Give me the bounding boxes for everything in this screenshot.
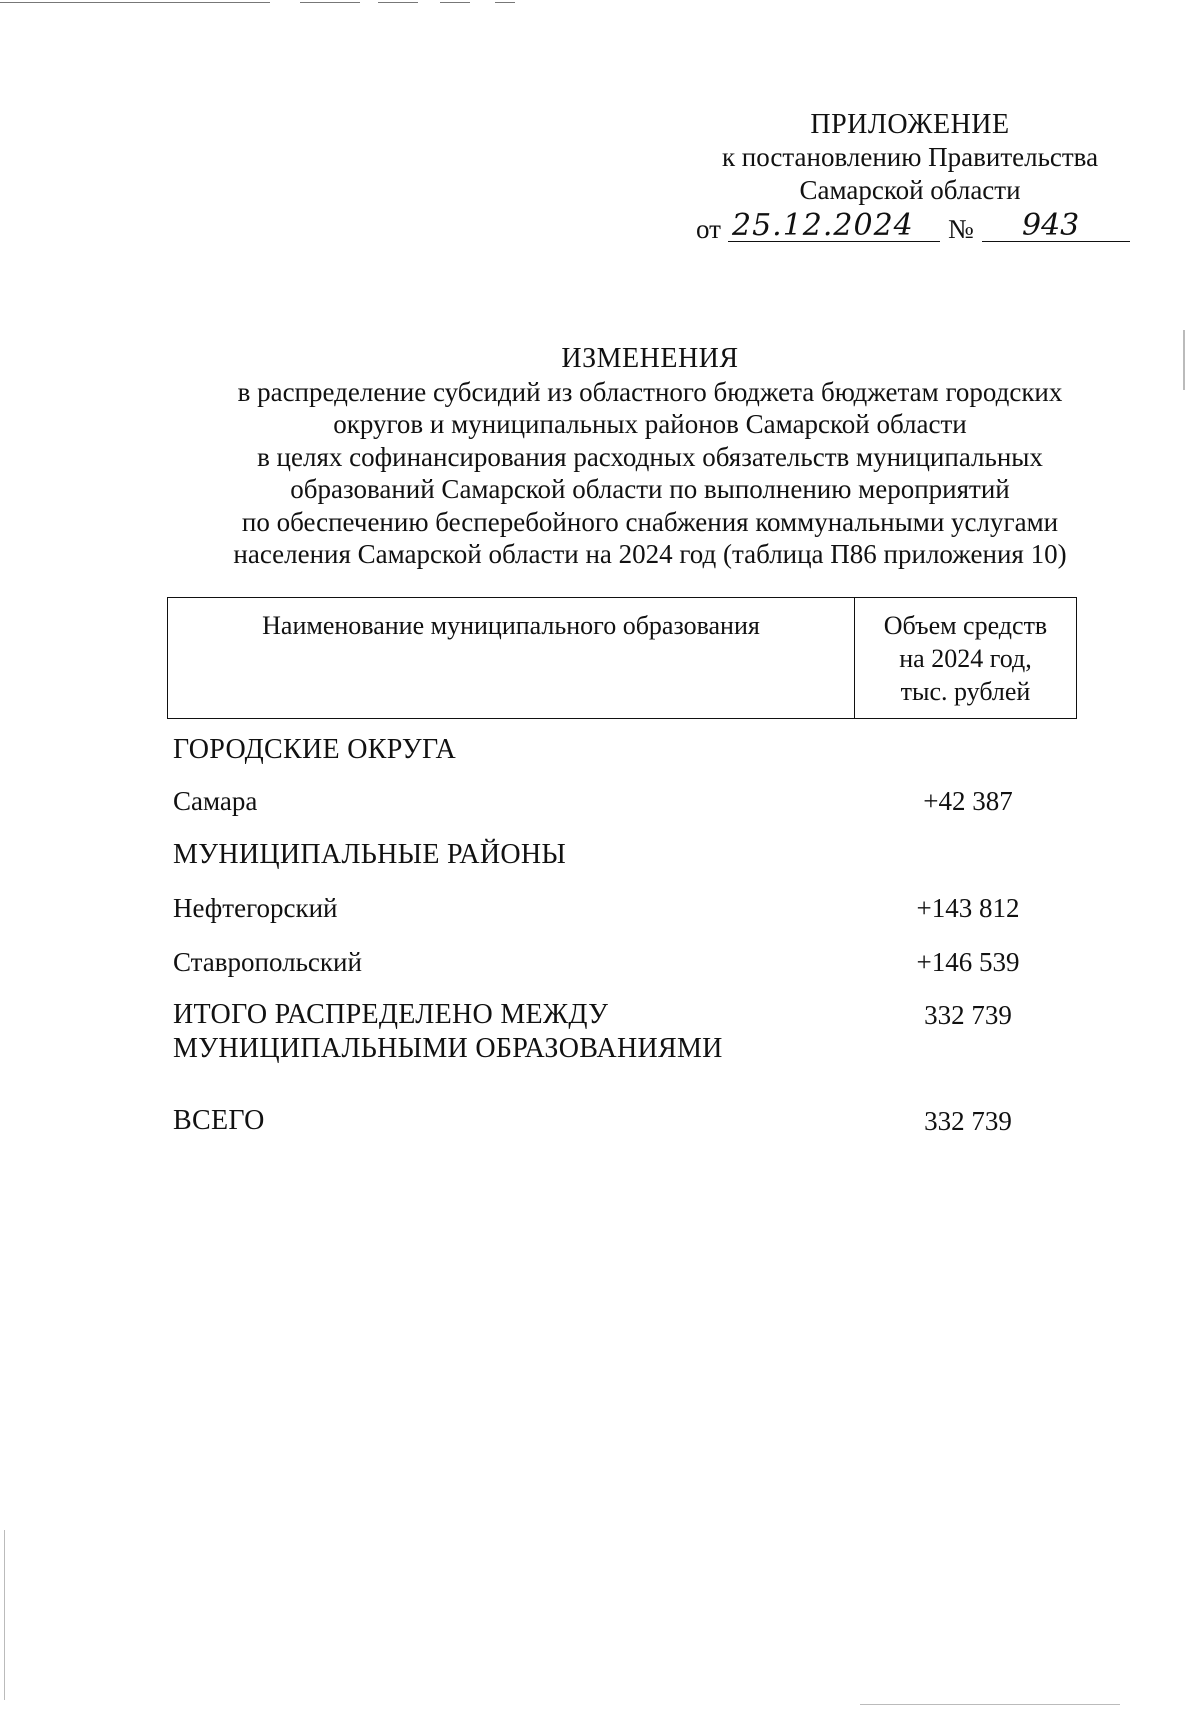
row-name: Нефтегорский [173, 893, 338, 923]
appendix-title: ПРИЛОЖЕНИЕ [810, 109, 1010, 140]
title-line: населения Самарской области на 2024 год (таблица П86 приложения 10) [233, 539, 1067, 569]
title-line: в распределение субсидий из областного бюджета бюджетам городских [237, 376, 1063, 407]
row-name [173, 998, 853, 1066]
resolution-date-number [696, 208, 1130, 250]
table-header [167, 597, 1077, 719]
scan-mark [1183, 330, 1185, 390]
column-header-value-line: на 2024 год, [899, 644, 1032, 673]
row-name-line: ИТОГО РАСПРЕДЕЛЕНО МЕЖДУ [173, 999, 609, 1030]
title-heading: ИЗМЕНЕНИЯ [561, 343, 739, 374]
row-value: 332 739 [924, 1106, 1012, 1136]
scan-mark [860, 1704, 1120, 1705]
row-value: +143 812 [916, 893, 1020, 923]
row-value: 332 739 [924, 1000, 1012, 1030]
title-line: по обеспечению бесперебойного снабжения коммунальными услугами [241, 506, 1059, 537]
handwritten-date: 25.12.2024 [728, 208, 940, 242]
row-name: Ставропольский [173, 947, 362, 977]
row-name-line: МУНИЦИПАЛЬНЫМИ ОБРАЗОВАНИЯМИ [173, 1033, 723, 1064]
scan-mark [4, 1530, 5, 1700]
row-value: +42 387 [923, 786, 1013, 816]
column-header-value-line: Объем средств [883, 611, 1048, 640]
number-prefix: № [948, 214, 974, 244]
column-header-value [855, 598, 1076, 718]
row-value: +146 539 [916, 947, 1020, 977]
appendix-line-2: Самарской области [799, 175, 1021, 205]
row-name: Самара [173, 786, 258, 816]
row-name: ГОРОДСКИЕ ОКРУГА [173, 734, 456, 765]
column-header-name: Наименование муниципального образования [168, 598, 855, 718]
appendix-line-1: к постановлению Правительства [721, 142, 1099, 172]
column-header-value-line: тыс. рублей [900, 677, 1031, 706]
title-line: образований Самарской области по выполнению мероприятий [290, 474, 1010, 504]
row-name: МУНИЦИПАЛЬНЫЕ РАЙОНЫ [173, 839, 567, 870]
appendix-block [690, 108, 1130, 207]
handwritten-number: 943 [982, 208, 1130, 242]
row-name: ВСЕГО [173, 1105, 265, 1136]
document-title [150, 343, 1150, 571]
date-prefix: от [696, 214, 721, 244]
title-line: округов и муниципальных районов Самарской области [333, 409, 967, 439]
scan-artifact-top [0, 2, 1200, 5]
title-line: в целях софинансирования расходных обязательств муниципальных [257, 441, 1043, 472]
